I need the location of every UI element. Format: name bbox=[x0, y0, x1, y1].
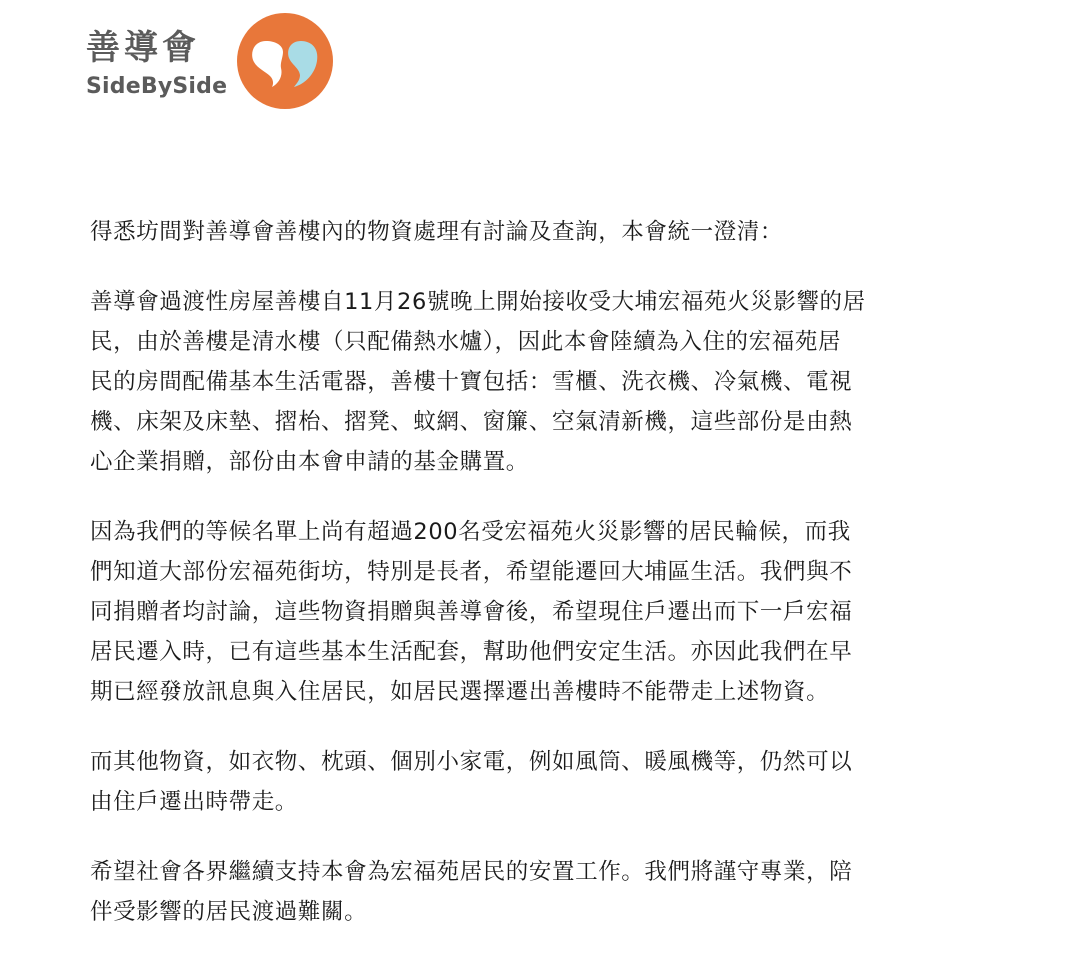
text-line: 因為我們的等候名單上尚有超過200名受宏福苑火災影響的居民輪候，而我 bbox=[90, 519, 851, 545]
statement-body bbox=[90, 212, 1000, 962]
text-line: 機、床架及床墊、摺枱、摺凳、蚊網、窗簾、空氣清新機，這些部份是由熱 bbox=[90, 409, 853, 435]
text-line: 由住戶遷出時帶走。 bbox=[90, 789, 298, 815]
text-line: 心企業捐贈，部份由本會申請的基金購置。 bbox=[90, 449, 529, 475]
paragraph-closing bbox=[90, 852, 1000, 932]
text-line: 而其他物資，如衣物、枕頭、個別小家電，例如風筒、暖風機等，仍然可以 bbox=[90, 749, 853, 775]
paragraph-other-items bbox=[90, 742, 1000, 822]
paragraph-appliances bbox=[90, 282, 1000, 482]
text-line: 同捐贈者均討論，這些物資捐贈與善導會後，希望現住戶遷出而下一戶宏福 bbox=[90, 599, 853, 625]
text-line: 伴受影響的居民渡過難關。 bbox=[90, 899, 368, 925]
text-line: 民，由於善樓是清水樓（只配備熱水爐），因此本會陸續為入住的宏福苑居 bbox=[90, 329, 842, 355]
paragraph-intro bbox=[90, 212, 1000, 252]
organization-logo bbox=[84, 12, 344, 112]
text-line: 得悉坊間對善導會善樓內的物資處理有討論及查詢，本會統一澄清： bbox=[90, 219, 784, 245]
paragraph-waiting-list bbox=[90, 512, 1000, 712]
text-line: 們知道大部份宏福苑街坊，特別是長者，希望能遷回大埔區生活。我們與不 bbox=[90, 559, 853, 585]
quote-comma-icon bbox=[237, 13, 333, 109]
text-line: 期已經發放訊息與入住居民，如居民選擇遷出善樓時不能帶走上述物資。 bbox=[90, 679, 830, 705]
logo-english-name: SideBySide bbox=[86, 74, 228, 99]
text-line: 善導會過渡性房屋善樓自11月26號晚上開始接收受大埔宏福苑火災影響的居 bbox=[90, 289, 866, 315]
text-line: 民的房間配備基本生活電器，善樓十寶包括：雪櫃、洗衣機、冷氣機、電視 bbox=[90, 369, 853, 395]
logo-chinese-name: 善導會 bbox=[86, 28, 200, 68]
text-line: 居民遷入時，已有這些基本生活配套，幫助他們安定生活。亦因此我們在早 bbox=[90, 639, 853, 665]
text-line: 希望社會各界繼續支持本會為宏福苑居民的安置工作。我們將謹守專業，陪 bbox=[90, 859, 853, 885]
